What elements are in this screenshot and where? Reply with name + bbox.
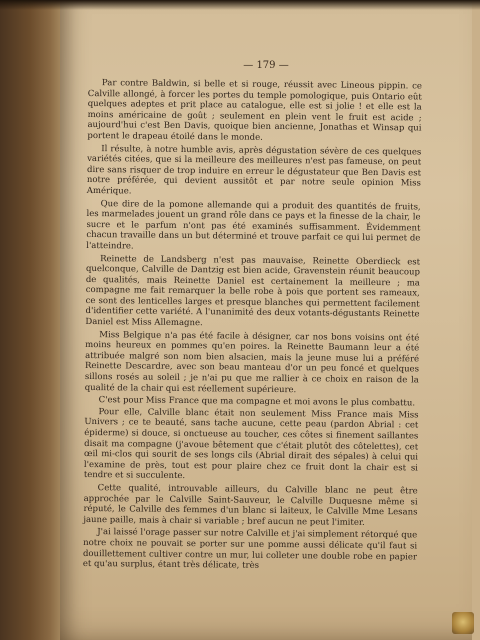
page-number: — 179 — xyxy=(243,60,289,71)
paragraph: J'ai laissé l'orage passer sur notre Calville et j'ai simplement rétorqué que notre choix ne pouvait se porter sur une pomme aussi délicate qu'il faut si douillettement cultiver contre un mur, lui colleter une double robe en papier et qu'au surplus, étant très délicate, très xyxy=(82,527,418,571)
paragraph: Il résulte, à notre humble avis, après dégustation sévère de ces quelques variétés citées, que si la meilleure des meilleures n'est pas fameuse, on peut dire sans risquer de trop induire en erreur le dégustateur que Ben Davis est notre préférée, qui devient aussitôt et par notre seule opinion Miss Amérique. xyxy=(86,143,422,197)
paragraph: Cette qualité, introuvable ailleurs, du Calville blanc ne peut être approchée par le Calville Saint-Sauveur, le Calville Duquesne même si réputé, le Calville des femmes d'un blanc si laiteux, le Calville Mme Lesans jaune paille, mais à chair si variable ; bref aucun ne peut l'imiter. xyxy=(83,483,418,528)
paragraph: C'est pour Miss France que ma compagne et moi avons le plus combattu. xyxy=(98,395,416,409)
watermark-logo xyxy=(452,612,474,634)
paragraph: Que dire de la pomone allemande qui a produit des quantités de fruits, les marmelades jouent un grand rôle dans ce pays et la finesse de la chair, le sucre et le parfum n'ont pas été examinés suffisamment. Évidemment chacun travaille dans un but déterminé et trouve parfait ce qui lui permet de l'atteindre. xyxy=(86,198,421,252)
paragraph: Par contre Baldwin, si belle et si rouge, réussit avec Lineous pippin. ce Calville allongé, à forcer les portes du temple pomologique, puis Ontario eût quelques adeptes et prit place au catalogue, elle est si jolie ! et elle est la moins américaine de goût ; seulement en plein vent le fruit est acide ; aujourd'hui c'est Ben Davis, quoique bien ancienne, Jonathas et Winsap qui portent le drapeau étoilé dans le monde. xyxy=(87,78,422,143)
paragraph: Miss Belgique n'a pas été facile à désigner, car nos bons voisins ont été moins heureux en pommes qu'en poires. la Reinette Baumann leur a été attribuée malgré son nom bien alsacien, mais la jeune muse lui a préféré Reinette Descardre, avec son beau manteau d'or un peu foncé et quelques sillons rosés au soleil ; je n'ai pu que me rallier à ce choix en raison de la qualité de la chair qui est réellement supérieure. xyxy=(84,329,420,395)
paragraph: Reinette de Landsberg n'est pas mauvaise, Reinette Oberdieck est quelconque, Calville de Dantzig est bien acide, Gravenstein réunit beaucoup de qualités, mais Reinette Daniel est certainement la meilleure ; ma compagne me fait remarquer la belle robe à pois que portent ses rameaux, ce sont des lenticelles larges et presque blanches qui permettent facilement d'identifier cette variété. A l'unanimité des deux votants-dégustants Reinette Daniel est Miss Allemagne. xyxy=(85,253,421,329)
page-body xyxy=(83,78,422,575)
top-shadow xyxy=(0,0,480,10)
paragraph: Pour elle, Calville blanc était non seulement Miss France mais Miss Univers ; ce te beauté, sans tache aucune, cette peau (pardon Abrial : cet épiderme) si douce, si onctueuse au toucher, ces côtes si finement saillantes disait ma compagne (j'avoue bêtement que c'était plutôt des côtelettes), cet œil mi-clos qui sourit de ses longs cils (Abrial dirait des sépales) à celui qui l'examine de près, tout est pour plaire chez ce fruit dont la chair est si tendre et si succulente. xyxy=(83,406,419,482)
